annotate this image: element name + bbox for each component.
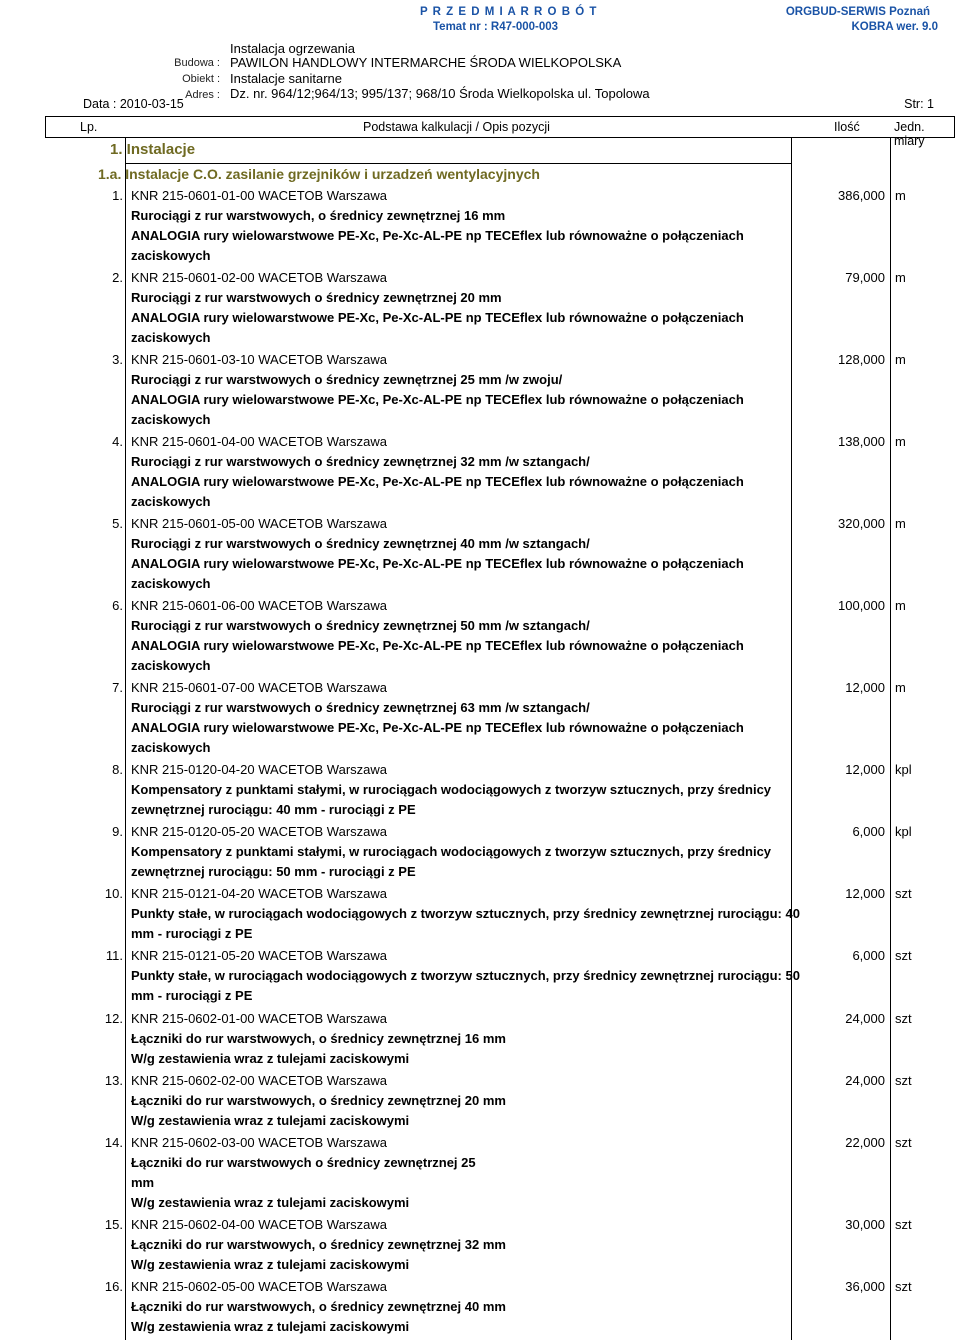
item-unit: m	[895, 434, 906, 449]
item-unit: m	[895, 516, 906, 531]
item-unit: szt	[895, 1135, 912, 1150]
item-quantity: 79,000	[845, 270, 885, 285]
item-unit: szt	[895, 1217, 912, 1232]
item-description-line: Rurociągi z rur warstwowych, o średnicy zewnętrznej 16 mm	[131, 208, 506, 223]
item-number: 2.	[112, 270, 123, 285]
item-unit: m	[895, 188, 906, 203]
item-basis: KNR 215-0120-05-20 WACETOB Warszawa	[131, 824, 388, 839]
item-quantity: 320,000	[838, 516, 885, 531]
item-quantity: 100,000	[838, 598, 885, 613]
item-number: 3.	[112, 352, 123, 367]
item-basis: KNR 215-0121-05-20 WACETOB Warszawa	[131, 948, 388, 963]
item-unit: m	[895, 352, 906, 367]
item-description-line: zaciskowych	[131, 740, 211, 755]
item-description-line: mm - rurociągi z PE	[131, 988, 253, 1003]
grid-line-desc	[791, 138, 792, 1340]
budowa-label: Budowa :	[174, 57, 220, 69]
item-description-line: zewnętrznej rurociągu: 40 mm - rurociągi z PE	[131, 802, 416, 817]
item-unit: szt	[895, 1073, 912, 1088]
item-number: 8.	[112, 762, 123, 777]
item-description-line: Rurociągi z rur warstwowych o średnicy zewnętrznej 40 mm /w sztangach/	[131, 536, 590, 551]
item-description-line: ANALOGIA rury wielowarstwowe PE-Xc, Pe-Xc-AL-PE np TECEflex lub równoważne o połączeniach	[131, 720, 744, 735]
obiekt-label: Obiekt :	[182, 73, 220, 85]
item-description-line: Łączniki do rur warstwowych, o średnicy zewnętrznej 32 mm	[131, 1237, 506, 1252]
item-description-line: ANALOGIA rury wielowarstwowe PE-Xc, Pe-Xc-AL-PE np TECEflex lub równoważne o połączeniach	[131, 638, 744, 653]
item-description-line: zaciskowych	[131, 248, 211, 263]
project-name: Instalacja ogrzewania	[230, 41, 356, 56]
item-description-line: W/g zestawienia wraz z tulejami zaciskowymi	[131, 1195, 410, 1210]
item-number: 13.	[104, 1073, 123, 1088]
item-unit: m	[895, 598, 906, 613]
item-description-line: Rurociągi z rur warstwowych o średnicy zewnętrznej 63 mm /w sztangach/	[131, 700, 590, 715]
item-unit: m	[895, 680, 906, 695]
item-quantity: 30,000	[845, 1217, 885, 1232]
company-name: ORGBUD-SERWIS Poznań	[785, 6, 930, 18]
item-number: 15.	[104, 1217, 123, 1232]
item-description-line: Rurociągi z rur warstwowych o średnicy zewnętrznej 20 mm	[131, 290, 502, 305]
item-description-line: mm - rurociągi z PE	[131, 926, 253, 941]
item-description-line: Kompensatory z punktami stałymi, w rurociągach wodociągowych z tworzyw sztucznych, przy średnicy	[131, 782, 772, 797]
item-description-line: ANALOGIA rury wielowarstwowe PE-Xc, Pe-Xc-AL-PE np TECEflex lub równoważne o połączeniach	[131, 228, 744, 243]
item-basis: KNR 215-0601-01-00 WACETOB Warszawa	[131, 188, 388, 203]
item-description-line: Punkty stałe, w rurociągach wodociągowych z tworzyw sztucznych, przy średnicy zewnętrznej rurociągu: 50	[131, 968, 800, 983]
item-description-line: W/g zestawienia wraz z tulejami zaciskowymi	[131, 1051, 410, 1066]
item-basis: KNR 215-0602-05-00 WACETOB Warszawa	[131, 1279, 388, 1294]
item-quantity: 24,000	[845, 1011, 885, 1026]
item-description-line: Łączniki do rur warstwowych, o średnicy zewnętrznej 40 mm	[131, 1299, 506, 1314]
grid-line-lp	[125, 138, 126, 1340]
item-description-line: Rurociągi z rur warstwowych o średnicy zewnętrznej 25 mm /w zwoju/	[131, 372, 563, 387]
item-description-line: Punkty stałe, w rurociągach wodociągowych z tworzyw sztucznych, przy średnicy zewnętrznej rurociągu: 40	[131, 906, 800, 921]
item-description-line: Łączniki do rur warstwowych o średnicy zewnętrznej 25	[131, 1155, 476, 1170]
item-basis: KNR 215-0601-05-00 WACETOB Warszawa	[131, 516, 388, 531]
item-description-line: W/g zestawienia wraz z tulejami zaciskowymi	[131, 1257, 410, 1272]
item-unit: kpl	[895, 824, 912, 839]
page-number: Str: 1	[904, 97, 934, 111]
item-description-line: Rurociągi z rur warstwowych o średnicy zewnętrznej 32 mm /w sztangach/	[131, 454, 590, 469]
obiekt-value: Instalacje sanitarne	[230, 71, 343, 86]
item-description-line: zaciskowych	[131, 330, 211, 345]
item-number: 14.	[104, 1135, 123, 1150]
item-quantity: 24,000	[845, 1073, 885, 1088]
section-divider	[125, 163, 791, 164]
grid-line-qty	[890, 138, 891, 1340]
item-number: 10.	[104, 886, 123, 901]
item-quantity: 36,000	[845, 1279, 885, 1294]
item-number: 1.	[112, 188, 123, 203]
item-basis: KNR 215-0601-06-00 WACETOB Warszawa	[131, 598, 388, 613]
item-unit: szt	[895, 1279, 912, 1294]
item-unit: szt	[895, 1011, 912, 1026]
item-description-line: W/g zestawienia wraz z tulejami zaciskowymi	[131, 1319, 410, 1334]
section-title: 1. Instalacje	[110, 141, 196, 158]
column-quantity: Ilość	[834, 120, 860, 134]
subsection-title: 1.a. Instalacje C.O. zasilanie grzejników i urzadzeń wentylacyjnych	[98, 166, 540, 182]
item-number: 6.	[112, 598, 123, 613]
item-number: 4.	[112, 434, 123, 449]
item-description-line: zaciskowych	[131, 494, 211, 509]
adres-label: Adres :	[185, 89, 220, 101]
item-quantity: 386,000	[838, 188, 885, 203]
item-description-line: ANALOGIA rury wielowarstwowe PE-Xc, Pe-Xc-AL-PE np TECEflex lub równoważne o połączeniach	[131, 392, 744, 407]
item-quantity: 128,000	[838, 352, 885, 367]
item-basis: KNR 215-0602-01-00 WACETOB Warszawa	[131, 1011, 388, 1026]
item-description-line: mm	[131, 1175, 155, 1190]
item-number: 5.	[112, 516, 123, 531]
item-unit: szt	[895, 886, 912, 901]
column-description: Podstawa kalkulacji / Opis pozycji	[363, 120, 550, 134]
item-description-line: Łączniki do rur warstwowych, o średnicy zewnętrznej 16 mm	[131, 1031, 506, 1046]
item-number: 9.	[112, 824, 123, 839]
item-quantity: 138,000	[838, 434, 885, 449]
item-quantity: 12,000	[845, 886, 885, 901]
item-quantity: 12,000	[845, 680, 885, 695]
item-unit: szt	[895, 948, 912, 963]
item-description-line: zaciskowych	[131, 658, 211, 673]
item-basis: KNR 215-0602-04-00 WACETOB Warszawa	[131, 1217, 388, 1232]
item-description-line: ANALOGIA rury wielowarstwowe PE-Xc, Pe-Xc-AL-PE np TECEflex lub równoważne o połączeniach	[131, 474, 744, 489]
item-number: 16.	[104, 1279, 123, 1294]
temat-number: Temat nr : R47-000-003	[433, 21, 559, 33]
column-lp: Lp.	[80, 120, 98, 134]
item-description-line: ANALOGIA rury wielowarstwowe PE-Xc, Pe-Xc-AL-PE np TECEflex lub równoważne o połączeniach	[131, 310, 744, 325]
item-quantity: 12,000	[845, 762, 885, 777]
item-basis: KNR 215-0601-02-00 WACETOB Warszawa	[131, 270, 388, 285]
item-unit: m	[895, 270, 906, 285]
item-unit: kpl	[895, 762, 912, 777]
adres-value: Dz. nr. 964/12;964/13; 995/137; 968/10 Środa Wielkopolska ul. Topolowa	[230, 86, 650, 101]
item-number: 7.	[112, 680, 123, 695]
item-quantity: 22,000	[845, 1135, 885, 1150]
item-description-line: Rurociągi z rur warstwowych o średnicy zewnętrznej 50 mm /w sztangach/	[131, 618, 590, 633]
item-description-line: zaciskowych	[131, 412, 211, 427]
item-number: 11.	[105, 948, 123, 963]
item-basis: KNR 215-0601-03-10 WACETOB Warszawa	[131, 352, 388, 367]
item-basis: KNR 215-0602-03-00 WACETOB Warszawa	[131, 1135, 388, 1150]
item-basis: KNR 215-0601-04-00 WACETOB Warszawa	[131, 434, 388, 449]
item-description-line: W/g zestawienia wraz z tulejami zaciskowymi	[131, 1113, 410, 1128]
item-number: 12.	[104, 1011, 123, 1026]
item-basis: KNR 215-0121-04-20 WACETOB Warszawa	[131, 886, 388, 901]
document-date: Data : 2010-03-15	[83, 97, 184, 111]
item-basis: KNR 215-0120-04-20 WACETOB Warszawa	[131, 762, 388, 777]
column-header-row	[45, 116, 955, 148]
item-basis: KNR 215-0602-02-00 WACETOB Warszawa	[131, 1073, 388, 1088]
item-description-line: Łączniki do rur warstwowych, o średnicy zewnętrznej 20 mm	[131, 1093, 506, 1108]
item-description-line: ANALOGIA rury wielowarstwowe PE-Xc, Pe-Xc-AL-PE np TECEflex lub równoważne o połączeniach	[131, 556, 744, 571]
item-description-line: zewnętrznej rurociągu: 50 mm - rurociągi z PE	[131, 864, 416, 879]
item-quantity: 6,000	[852, 824, 885, 839]
item-quantity: 6,000	[852, 948, 885, 963]
item-description-line: Kompensatory z punktami stałymi, w rurociągach wodociągowych z tworzyw sztucznych, przy średnicy	[131, 844, 772, 859]
software-version: KOBRA wer. 9.0	[851, 21, 938, 33]
item-basis: KNR 215-0601-07-00 WACETOB Warszawa	[131, 680, 388, 695]
item-description-line: zaciskowych	[131, 576, 211, 591]
column-unit: Jedn. miary	[894, 120, 925, 148]
document-title: P R Z E D M I A R R O B Ó T	[420, 6, 598, 18]
budowa-value: PAWILON HANDLOWY INTERMARCHE ŚRODA WIELKOPOLSKA	[230, 55, 622, 70]
